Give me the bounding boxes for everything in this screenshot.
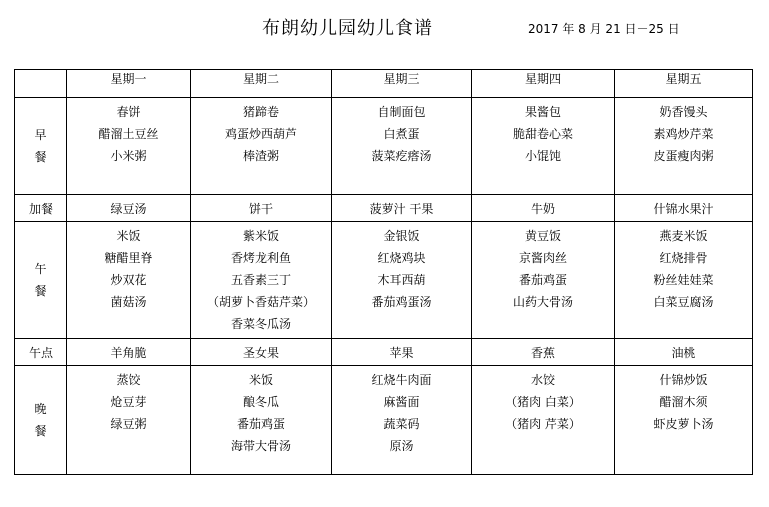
- dish-item: 麻酱面: [383, 395, 420, 409]
- breakfast-label-char: 早: [34, 128, 47, 142]
- dish-item: 小馄饨: [524, 149, 561, 163]
- dish-item: 黄豆饭: [524, 229, 561, 243]
- dinner-tue: [191, 366, 332, 475]
- dish-item: 菠菜疙瘩汤: [371, 149, 432, 163]
- dish-item: 红烧排骨: [659, 251, 708, 265]
- dish-item: 小米粥: [110, 149, 147, 163]
- dish-item: （猪肉 白菜）: [505, 395, 581, 409]
- dish-item: 炒双花: [110, 273, 147, 287]
- dish-item: 白菜豆腐汤: [653, 295, 714, 309]
- dinner-label-char: 餐: [34, 424, 47, 438]
- dish-item: 五香素三丁: [230, 273, 291, 287]
- dish-item: 香烤龙利鱼: [230, 251, 291, 265]
- lunch-label: [15, 222, 67, 339]
- lunch-thu: [472, 222, 615, 339]
- dish-item: 香菜冬瓜汤: [230, 317, 291, 331]
- date-range: 2017 年 8 月 21 日－25 日: [528, 22, 680, 36]
- breakfast-thu: [472, 98, 615, 195]
- dish-item: 奶香馒头: [659, 105, 708, 119]
- dish-item: 鸡蛋炒西葫芦: [224, 127, 297, 141]
- snack-pm-thu: 香蕉: [472, 339, 615, 366]
- dish-item: 水饺: [530, 373, 555, 387]
- snack-pm-mon: 羊角脆: [67, 339, 191, 366]
- breakfast-row: [15, 98, 753, 195]
- dish-item: 番茄鸡蛋: [236, 417, 285, 431]
- dish-item: 金银饭: [383, 229, 420, 243]
- dish-item: 糖醋里脊: [104, 251, 153, 265]
- dish-item: （猪肉 芹菜）: [505, 417, 581, 431]
- dinner-wed: [332, 366, 472, 475]
- dish-item: 醋溜木须: [659, 395, 708, 409]
- header-row: [15, 70, 753, 98]
- dish-item: 皮蛋瘦肉粥: [653, 149, 714, 163]
- dish-item: 原汤: [389, 439, 414, 453]
- dish-item: 棒渣粥: [242, 149, 279, 163]
- dinner-fri: [615, 366, 753, 475]
- dinner-row: [15, 366, 753, 475]
- dish-item: 白煮蛋: [383, 127, 420, 141]
- snack-pm-row: [15, 339, 753, 366]
- snack-am-thu: 牛奶: [472, 195, 615, 222]
- dish-item: 菌菇汤: [110, 295, 147, 309]
- dish-item: 炝豆芽: [110, 395, 147, 409]
- dinner-thu: [472, 366, 615, 475]
- lunch-mon: [67, 222, 191, 339]
- dish-item: 虾皮萝卜汤: [653, 417, 714, 431]
- dish-item: 粉丝娃娃菜: [653, 273, 714, 287]
- dinner-label-char: 晚: [34, 402, 47, 416]
- snack-am-wed: 菠萝汁 干果: [332, 195, 472, 222]
- dish-item: 番茄鸡蛋: [518, 273, 567, 287]
- dish-item: 红烧牛肉面: [371, 373, 432, 387]
- day-header-thu: 星期四: [472, 70, 615, 98]
- dish-item: 素鸡炒芹菜: [653, 127, 714, 141]
- snack-am-tue: 饼干: [191, 195, 332, 222]
- snack-am-row: [15, 195, 753, 222]
- dish-item: （胡萝卜香菇芹菜）: [206, 295, 315, 309]
- dish-item: 绿豆粥: [110, 417, 147, 431]
- snack-am-fri: 什锦水果汁: [615, 195, 753, 222]
- dish-item: 木耳西葫: [377, 273, 426, 287]
- day-header-wed: 星期三: [332, 70, 472, 98]
- snack-am-label: 加餐: [15, 195, 67, 222]
- dish-item: 海带大骨汤: [230, 439, 291, 453]
- dinner-label: [15, 366, 67, 475]
- dish-item: 红烧鸡块: [377, 251, 426, 265]
- snack-pm-fri: 油桃: [615, 339, 753, 366]
- dish-item: 脆甜卷心菜: [512, 127, 573, 141]
- menu-table: [14, 69, 753, 475]
- dish-item: 什锦炒饭: [659, 373, 708, 387]
- lunch-label-char: 午: [34, 262, 47, 276]
- dish-item: 蔬菜码: [383, 417, 420, 431]
- lunch-wed: [332, 222, 472, 339]
- breakfast-label: [15, 98, 67, 195]
- snack-pm-label: 午点: [15, 339, 67, 366]
- lunch-row: [15, 222, 753, 339]
- dish-item: 米饭: [248, 373, 273, 387]
- breakfast-fri: [615, 98, 753, 195]
- dish-item: 醋溜土豆丝: [98, 127, 159, 141]
- day-header-fri: 星期五: [615, 70, 753, 98]
- dish-item: 春饼: [116, 105, 141, 119]
- dish-item: 紫米饭: [242, 229, 279, 243]
- page-title: 布朗幼儿园幼儿食谱: [262, 18, 433, 39]
- dish-item: 自制面包: [377, 105, 426, 119]
- breakfast-tue: [191, 98, 332, 195]
- dish-item: 番茄鸡蛋汤: [371, 295, 432, 309]
- day-header-tue: 星期二: [191, 70, 332, 98]
- lunch-fri: [615, 222, 753, 339]
- dish-item: 燕麦米饭: [659, 229, 708, 243]
- corner-cell: [15, 70, 67, 98]
- dish-item: 酿冬瓜: [242, 395, 279, 409]
- dish-item: 蒸饺: [116, 373, 141, 387]
- dish-item: 京酱肉丝: [518, 251, 567, 265]
- lunch-label-char: 餐: [34, 284, 47, 298]
- lunch-tue: [191, 222, 332, 339]
- snack-am-mon: 绿豆汤: [67, 195, 191, 222]
- breakfast-label-char: 餐: [34, 150, 47, 164]
- dish-item: 果酱包: [524, 105, 561, 119]
- dish-item: 山药大骨汤: [512, 295, 573, 309]
- dish-item: 米饭: [116, 229, 141, 243]
- day-header-mon: 星期一: [67, 70, 191, 98]
- dish-item: 猪蹄卷: [242, 105, 279, 119]
- breakfast-mon: [67, 98, 191, 195]
- snack-pm-wed: 苹果: [332, 339, 472, 366]
- dinner-mon: [67, 366, 191, 475]
- breakfast-wed: [332, 98, 472, 195]
- snack-pm-tue: 圣女果: [191, 339, 332, 366]
